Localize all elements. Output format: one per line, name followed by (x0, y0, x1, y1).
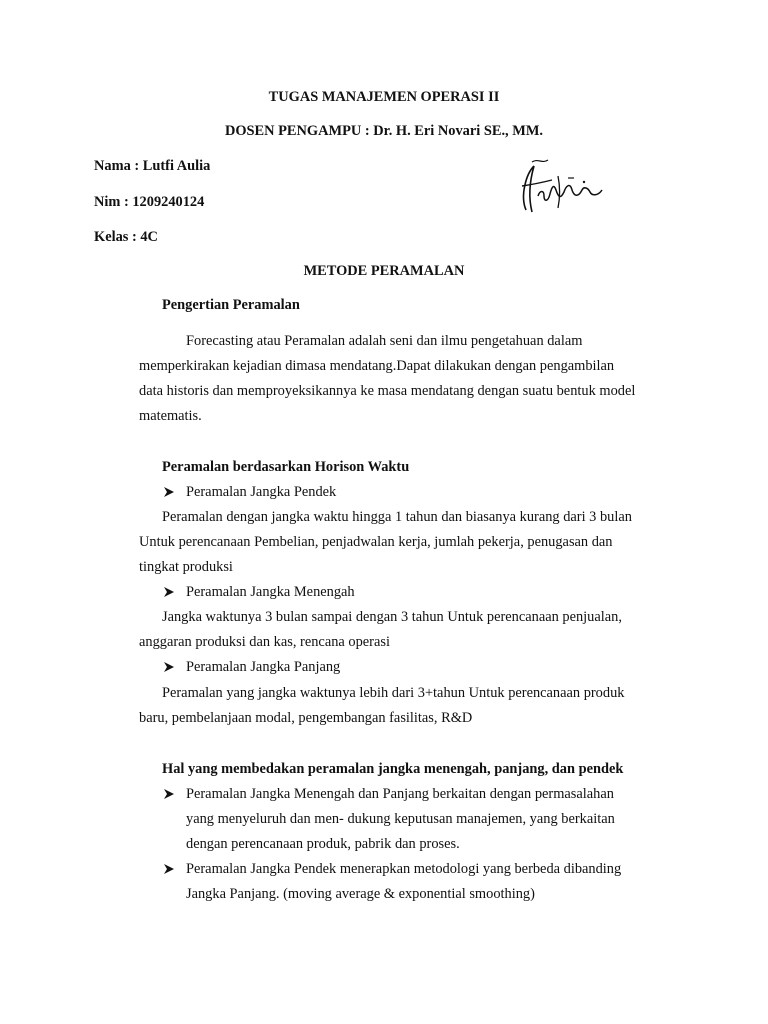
arrowhead-bullet-icon (162, 862, 176, 876)
heading-perbedaan: Hal yang membedakan peramalan jangka menengah, panjang, dan pendek (162, 761, 624, 777)
paragraph-line: Peramalan dengan jangka waktu hingga 1 tahun dan biasanya kurang dari 3 bulan (162, 509, 632, 525)
paragraph-line: baru, pembelanjaan modal, pengembangan fasilitas, R&D (139, 710, 473, 726)
paragraph-line: yang menyeluruh dan men- dukung keputusan manajemen, yang berkaitan (186, 811, 615, 827)
list-item-label: Peramalan Jangka Panjang (186, 659, 341, 675)
paragraph-line: dengan perencanaan produk, pabrik dan proses. (186, 836, 460, 852)
paragraph-line: Forecasting atau Peramalan adalah seni dan ilmu pengetahuan dalam (186, 333, 583, 349)
student-nim: Nim : 1209240124 (94, 194, 205, 210)
heading-pengertian: Pengertian Peramalan (162, 297, 300, 313)
student-name: Nama : Lutfi Aulia (94, 158, 211, 174)
paragraph-line: Jangka Panjang. (moving average & exponential smoothing) (186, 886, 535, 902)
arrowhead-bullet-icon (162, 485, 176, 499)
arrowhead-bullet-icon (162, 787, 176, 801)
heading-horison: Peramalan berdasarkan Horison Waktu (162, 459, 410, 475)
student-class: Kelas : 4C (94, 229, 158, 245)
paragraph-line: Untuk perencanaan Pembelian, penjadwalan kerja, jumlah pekerja, penugasan dan (139, 534, 613, 550)
paragraph-line: data historis dan memproyeksikannya ke masa mendatang dengan suatu bentuk model (139, 383, 636, 399)
paragraph-line: Jangka waktunya 3 bulan sampai dengan 3 tahun Untuk perencanaan penjualan, (162, 609, 622, 625)
paragraph-line: Peramalan Jangka Menengah dan Panjang berkaitan dengan permasalahan (186, 786, 614, 802)
paragraph-line: anggaran produksi dan kas, rencana operasi (139, 634, 390, 650)
list-item-label: Peramalan Jangka Menengah (186, 584, 355, 600)
signature-image (512, 156, 612, 220)
paragraph-line: Peramalan Jangka Pendek menerapkan metodologi yang berbeda dibanding (186, 861, 622, 877)
section-title: METODE PERAMALAN (303, 263, 465, 279)
paragraph-line: tingkat produksi (139, 559, 233, 575)
paragraph-line: Peramalan yang jangka waktunya lebih dari 3+tahun Untuk perencanaan produk (162, 685, 625, 701)
arrowhead-bullet-icon (162, 585, 176, 599)
document-title: TUGAS MANAJEMEN OPERASI II (268, 89, 500, 105)
lecturer-line: DOSEN PENGAMPU : Dr. H. Eri Novari SE., MM. (224, 123, 544, 139)
list-item-label: Peramalan Jangka Pendek (186, 484, 337, 500)
arrowhead-bullet-icon (162, 660, 176, 674)
paragraph-line: memperkirakan kejadian dimasa mendatang.Dapat dilakukan dengan pengambilan (139, 358, 615, 374)
paragraph-line: matematis. (139, 408, 202, 424)
